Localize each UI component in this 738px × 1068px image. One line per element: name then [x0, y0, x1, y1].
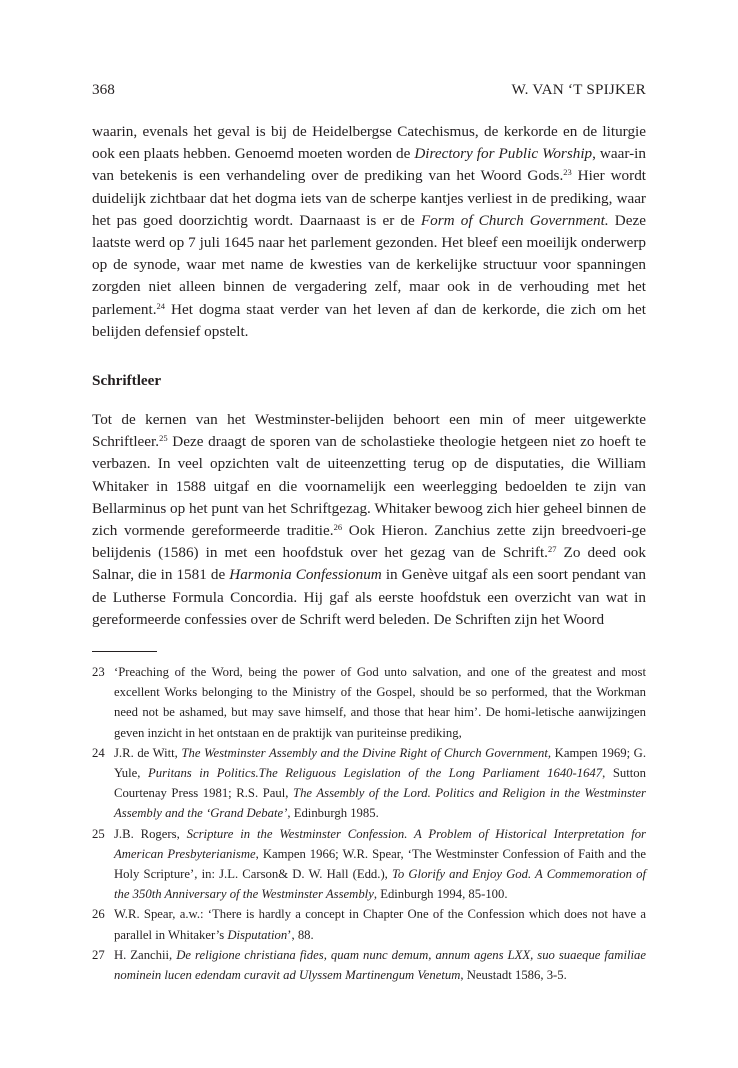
footnote-27: 27 H. Zanchii, De religione christiana fides, quam nunc demum, annum agens LXX, suo suaeque familiae nominein lucen edendam curavit ad Ulyssem Martinengum Venetum, Neustadt 1586, 3-5. — [92, 945, 646, 985]
footnote-number: 25 — [92, 826, 105, 841]
footnote-23: 23 ‘Preaching of the Word, being the power of God unto salvation, and one of the greatest and most excellent Works belonging to the Ministry of the Gospel, should be so performed, that the Workman need not be ashamed, but may save himself, and those that hear him’. De homi-letische aanwijzingen geven inzicht in het ontstaan en de praktijk van puriteinse prediking, — [92, 662, 646, 743]
running-header — [92, 79, 646, 101]
footnote-number: 27 — [92, 947, 105, 962]
footnote-ref-24[interactable]: 24 — [156, 300, 166, 311]
footnote-ref-26[interactable]: 26 — [333, 522, 343, 533]
footnote-ref-27[interactable]: 27 — [547, 544, 557, 555]
body-paragraph-2: Tot de kernen van het Westminster-belijden behoort een min of meer uitgewerkte Schriftleer.$^{25}$ Deze draagt de sporen van de scholastieke theologie hetgeen niet zo hoeft te verbazen. In veel opzichten valt de uiteenzetting terug op de disputaties, die William Whitaker in 1588 uitgaf en die voornamelijk een weerlegging bedoelden te zijn van Bellarminus op het punt van het Schriftgezag. Whitaker bewoog zich hier geheel binnen de zich vormende gereformeerde traditie.$^{26}$ Ook Hieron. Zanchius zette zijn breedvoeri-ge belijdenis (1586) in met een hoofdstuk over het gezag van de Schrift.$^{27}$ Zo deed ook Salnar, die in 1581 de Harmonia Confessionum in Genève uitgaf als een soort pendant van de Lutherse Formula Concordia. Hij gaf als eerste hoofdstuk een overzicht van wat in gereformeerde confessies over de Schrift werd beleden. De Schriften zijn het Woord — [92, 411, 646, 628]
footnote-ref-23[interactable]: 23 — [563, 167, 572, 178]
footnote-number: 26 — [92, 907, 105, 922]
page-number: 368 — [92, 81, 115, 98]
footnote-number: 24 — [92, 745, 105, 760]
footnotes — [92, 662, 646, 985]
footnote-number: 23 — [92, 665, 105, 679]
footnote-26: 26 W.R. Spear, a.w.: ‘There is hardly a concept in Chapter One of the Confession which does not have a parallel in Whitaker’s Disputation’, 88. — [92, 904, 646, 944]
footnote-separator — [92, 651, 157, 652]
body-paragraph-1: waarin, evenals het geval is bij de Heidelbergse Catechismus, de kerkorde en de liturgie ook een plaats hebben. Genoemd moeten worden de Directory for Public Worship, waar-in van betekenis is een verhandeling over de prediking van het Woord Gods.$^{23}$ Hier wordt duidelijk zichtbaar dat het dogma iets van de scherpe kantjes verliest in de prediking, waar het pas goed doorzichtig wordt. Daarnaast is er de Form of Church Government. Deze laatste werd op 7 juli 1645 naar het parlement gezonden. Het bleef een moeilijk onderwerp op de synode, waar met name de kwesties van de kerkelijke structuur voor spanningen zorgden niet alleen binnen de vergadering zelf, maar ook in de verhouding met het parlement.$^{24}$ Het dogma staat verder van het leven af dan de kerkorde, die zich om het belijden defensief opstelt. — [92, 123, 647, 340]
footnote-24: 24 J.R. de Witt, The Westminster Assembly and the Divine Right of Church Government, Kampen 1969; G. Yule, Puritans in Politics.The Religuous Legislation of the Long Parliament 1640-1647, Sutton Courtenay Press 1981; R.S. Paul, The Assembly of the Lord. Politics and Religion in the Westminster Assembly and the ‘Grand Debate’, Edinburgh 1985. — [92, 743, 646, 824]
footnote-25: 25 J.B. Rogers, Scripture in the Westminster Confession. A Problem of Historical Interpretation for American Presbyterianisme, Kampen 1966; W.R. Spear, ‘The Westminster Confession of Faith and the Holy Scripture’, in: J.L. Carson& D. W. Hall (Edd.), To Glorify and Enjoy God. A Commemoration of the 350th Anniversary of the Westminster Assembly, Edinburgh 1994, 85-100. — [92, 824, 646, 905]
section-heading: Schriftleer — [92, 372, 162, 389]
footnote-ref-25[interactable]: 25 — [159, 433, 168, 444]
running-author: W. VAN ‘T SPIJKER — [511, 81, 646, 98]
